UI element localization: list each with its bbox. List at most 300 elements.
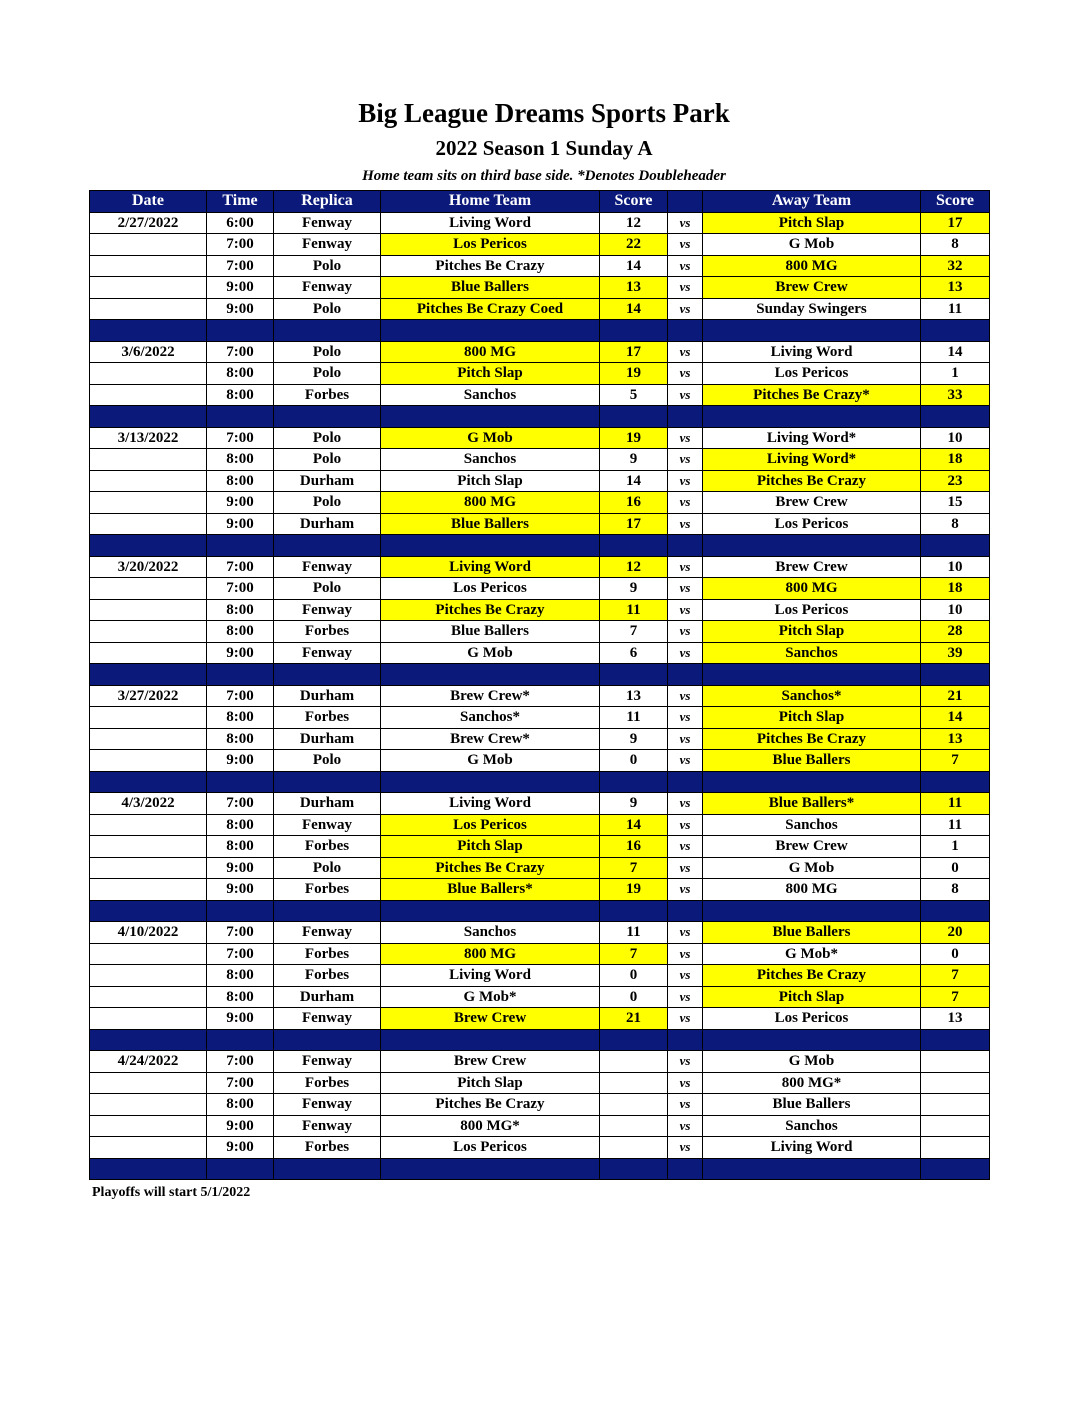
vs-cell: vs — [668, 922, 703, 944]
vs-cell: vs — [668, 449, 703, 471]
away-score-cell: 1 — [921, 363, 990, 385]
separator-cell — [207, 664, 274, 686]
time-cell: 8:00 — [207, 836, 274, 858]
away-team-cell: Pitches Be Crazy — [703, 470, 921, 492]
home-team-cell: Pitch Slap — [381, 470, 600, 492]
separator-cell — [207, 900, 274, 922]
home-team-cell: G Mob* — [381, 986, 600, 1008]
home-score-cell: 14 — [600, 470, 668, 492]
time-cell: 7:00 — [207, 922, 274, 944]
away-team-cell: Sanchos — [703, 814, 921, 836]
vs-cell: vs — [668, 1008, 703, 1030]
home-score-cell: 6 — [600, 642, 668, 664]
time-cell: 8:00 — [207, 599, 274, 621]
table-row — [90, 986, 990, 1008]
replica-cell: Forbes — [274, 707, 381, 729]
replica-cell: Polo — [274, 492, 381, 514]
away-team-cell: Brew Crew — [703, 556, 921, 578]
vs-cell: vs — [668, 986, 703, 1008]
replica-cell: Fenway — [274, 1008, 381, 1030]
away-score-cell: 7 — [921, 986, 990, 1008]
away-team-cell: Los Pericos — [703, 1008, 921, 1030]
home-score-cell: 17 — [600, 513, 668, 535]
time-cell: 8:00 — [207, 986, 274, 1008]
time-cell: 8:00 — [207, 363, 274, 385]
away-score-cell: 0 — [921, 943, 990, 965]
time-cell: 8:00 — [207, 707, 274, 729]
week-separator-row — [90, 1029, 990, 1051]
separator-cell — [668, 664, 703, 686]
table-row — [90, 449, 990, 471]
separator-cell — [207, 535, 274, 557]
home-score-cell: 14 — [600, 814, 668, 836]
header-date: Date — [90, 191, 207, 213]
separator-cell — [381, 900, 600, 922]
home-team-cell: 800 MG — [381, 492, 600, 514]
time-cell: 9:00 — [207, 1137, 274, 1159]
home-team-cell: Sanchos — [381, 922, 600, 944]
vs-cell: vs — [668, 879, 703, 901]
week-separator-row — [90, 771, 990, 793]
vs-cell: vs — [668, 363, 703, 385]
separator-cell — [668, 535, 703, 557]
replica-cell: Forbes — [274, 836, 381, 858]
home-score-cell: 14 — [600, 298, 668, 320]
week-separator-row — [90, 406, 990, 428]
away-team-cell: G Mob — [703, 1051, 921, 1073]
away-score-cell — [921, 1115, 990, 1137]
date-cell — [90, 642, 207, 664]
header-replica: Replica — [274, 191, 381, 213]
home-team-cell: Pitches Be Crazy Coed — [381, 298, 600, 320]
away-team-cell: Sanchos — [703, 642, 921, 664]
vs-cell: vs — [668, 857, 703, 879]
date-cell — [90, 621, 207, 643]
away-score-cell: 10 — [921, 556, 990, 578]
table-row — [90, 1072, 990, 1094]
home-team-cell: Los Pericos — [381, 1137, 600, 1159]
home-team-cell: Pitch Slap — [381, 836, 600, 858]
vs-cell: vs — [668, 793, 703, 815]
replica-cell: Fenway — [274, 642, 381, 664]
replica-cell: Fenway — [274, 1115, 381, 1137]
away-score-cell: 10 — [921, 427, 990, 449]
date-cell — [90, 298, 207, 320]
date-cell: 2/27/2022 — [90, 212, 207, 234]
separator-cell — [274, 664, 381, 686]
home-team-cell: Brew Crew* — [381, 685, 600, 707]
table-row — [90, 642, 990, 664]
time-cell: 6:00 — [207, 212, 274, 234]
time-cell: 8:00 — [207, 728, 274, 750]
away-team-cell: 800 MG — [703, 578, 921, 600]
date-cell: 3/13/2022 — [90, 427, 207, 449]
home-team-cell: Los Pericos — [381, 234, 600, 256]
home-team-cell: Los Pericos — [381, 578, 600, 600]
away-score-cell — [921, 1072, 990, 1094]
replica-cell: Fenway — [274, 277, 381, 299]
table-row — [90, 599, 990, 621]
replica-cell: Polo — [274, 750, 381, 772]
home-score-cell: 19 — [600, 427, 668, 449]
away-score-cell: 7 — [921, 965, 990, 987]
date-cell — [90, 986, 207, 1008]
separator-cell — [381, 535, 600, 557]
away-score-cell: 10 — [921, 599, 990, 621]
away-score-cell — [921, 1051, 990, 1073]
home-score-cell — [600, 1072, 668, 1094]
header-away-score: Score — [921, 191, 990, 213]
home-score-cell — [600, 1137, 668, 1159]
date-cell — [90, 857, 207, 879]
separator-cell — [703, 320, 921, 342]
away-team-cell: 800 MG — [703, 879, 921, 901]
home-team-cell: Pitches Be Crazy — [381, 599, 600, 621]
replica-cell: Fenway — [274, 556, 381, 578]
table-row — [90, 965, 990, 987]
playoffs-note: Playoffs will start 5/1/2022 — [92, 1185, 251, 1200]
separator-cell — [207, 406, 274, 428]
separator-cell — [90, 406, 207, 428]
separator-cell — [274, 1029, 381, 1051]
separator-cell — [600, 771, 668, 793]
separator-cell — [921, 535, 990, 557]
date-cell — [90, 965, 207, 987]
time-cell: 7:00 — [207, 685, 274, 707]
table-row — [90, 814, 990, 836]
home-team-cell: 800 MG — [381, 943, 600, 965]
away-team-cell: Pitches Be Crazy — [703, 965, 921, 987]
separator-cell — [90, 900, 207, 922]
replica-cell: Polo — [274, 363, 381, 385]
time-cell: 9:00 — [207, 1008, 274, 1030]
away-team-cell: Pitches Be Crazy* — [703, 384, 921, 406]
date-cell — [90, 943, 207, 965]
table-row — [90, 1137, 990, 1159]
header-vs — [668, 191, 703, 213]
home-team-cell: Brew Crew* — [381, 728, 600, 750]
time-cell: 8:00 — [207, 1094, 274, 1116]
separator-cell — [207, 1158, 274, 1180]
home-score-cell: 9 — [600, 728, 668, 750]
home-score-cell: 7 — [600, 857, 668, 879]
separator-cell — [381, 664, 600, 686]
away-team-cell: Los Pericos — [703, 363, 921, 385]
home-score-cell: 12 — [600, 556, 668, 578]
time-cell: 8:00 — [207, 449, 274, 471]
table-row — [90, 384, 990, 406]
away-team-cell: Blue Ballers — [703, 922, 921, 944]
home-score-cell: 11 — [600, 599, 668, 621]
away-score-cell: 8 — [921, 879, 990, 901]
away-score-cell: 18 — [921, 578, 990, 600]
separator-cell — [600, 900, 668, 922]
time-cell: 9:00 — [207, 492, 274, 514]
away-score-cell: 18 — [921, 449, 990, 471]
time-cell: 7:00 — [207, 1051, 274, 1073]
separator-cell — [703, 900, 921, 922]
table-row — [90, 1051, 990, 1073]
time-cell: 7:00 — [207, 793, 274, 815]
separator-cell — [90, 664, 207, 686]
table-row — [90, 1094, 990, 1116]
vs-cell: vs — [668, 341, 703, 363]
time-cell: 8:00 — [207, 965, 274, 987]
date-cell: 4/24/2022 — [90, 1051, 207, 1073]
home-team-cell: Sanchos — [381, 384, 600, 406]
home-team-cell: Sanchos* — [381, 707, 600, 729]
separator-cell — [703, 1158, 921, 1180]
date-cell — [90, 1137, 207, 1159]
home-team-cell: Brew Crew — [381, 1051, 600, 1073]
away-score-cell: 33 — [921, 384, 990, 406]
time-cell: 9:00 — [207, 513, 274, 535]
away-score-cell: 13 — [921, 1008, 990, 1030]
date-cell — [90, 1094, 207, 1116]
away-team-cell: Pitch Slap — [703, 986, 921, 1008]
date-cell: 3/20/2022 — [90, 556, 207, 578]
replica-cell: Polo — [274, 298, 381, 320]
away-team-cell: Living Word — [703, 341, 921, 363]
vs-cell: vs — [668, 599, 703, 621]
away-team-cell: 800 MG — [703, 255, 921, 277]
replica-cell: Forbes — [274, 879, 381, 901]
table-row — [90, 836, 990, 858]
vs-cell: vs — [668, 1115, 703, 1137]
separator-cell — [921, 1029, 990, 1051]
away-team-cell: Pitches Be Crazy — [703, 728, 921, 750]
separator-cell — [703, 771, 921, 793]
separator-cell — [600, 320, 668, 342]
home-score-cell: 19 — [600, 879, 668, 901]
home-score-cell — [600, 1115, 668, 1137]
separator-cell — [921, 320, 990, 342]
table-row — [90, 793, 990, 815]
table-row — [90, 341, 990, 363]
away-score-cell: 11 — [921, 298, 990, 320]
away-score-cell — [921, 1094, 990, 1116]
vs-cell: vs — [668, 836, 703, 858]
vs-cell: vs — [668, 255, 703, 277]
table-row — [90, 513, 990, 535]
away-score-cell: 11 — [921, 814, 990, 836]
home-score-cell: 9 — [600, 449, 668, 471]
away-team-cell: Pitch Slap — [703, 707, 921, 729]
home-score-cell: 0 — [600, 750, 668, 772]
date-cell — [90, 513, 207, 535]
replica-cell: Durham — [274, 986, 381, 1008]
home-team-cell: Living Word — [381, 212, 600, 234]
time-cell: 9:00 — [207, 857, 274, 879]
away-score-cell: 13 — [921, 728, 990, 750]
week-separator-row — [90, 320, 990, 342]
home-team-cell: Blue Ballers* — [381, 879, 600, 901]
away-team-cell: Brew Crew — [703, 492, 921, 514]
table-row — [90, 1008, 990, 1030]
time-cell: 9:00 — [207, 750, 274, 772]
away-score-cell: 23 — [921, 470, 990, 492]
separator-cell — [668, 406, 703, 428]
home-score-cell: 0 — [600, 986, 668, 1008]
replica-cell: Polo — [274, 427, 381, 449]
page-subtitle: 2022 Season 1 Sunday A — [435, 136, 653, 160]
away-team-cell: Brew Crew — [703, 277, 921, 299]
time-cell: 7:00 — [207, 427, 274, 449]
home-team-cell: Living Word — [381, 965, 600, 987]
home-score-cell: 16 — [600, 836, 668, 858]
date-cell: 4/10/2022 — [90, 922, 207, 944]
date-cell — [90, 1008, 207, 1030]
table-row — [90, 857, 990, 879]
schedule-table — [89, 190, 990, 1180]
away-score-cell: 20 — [921, 922, 990, 944]
date-cell — [90, 363, 207, 385]
separator-cell — [921, 406, 990, 428]
home-team-cell: Pitches Be Crazy — [381, 1094, 600, 1116]
vs-cell: vs — [668, 943, 703, 965]
replica-cell: Forbes — [274, 965, 381, 987]
replica-cell: Polo — [274, 341, 381, 363]
away-score-cell: 28 — [921, 621, 990, 643]
table-row — [90, 255, 990, 277]
separator-cell — [600, 1158, 668, 1180]
replica-cell: Fenway — [274, 922, 381, 944]
home-score-cell: 12 — [600, 212, 668, 234]
separator-cell — [703, 535, 921, 557]
replica-cell: Forbes — [274, 384, 381, 406]
home-team-cell: Pitches Be Crazy — [381, 857, 600, 879]
date-cell — [90, 599, 207, 621]
home-score-cell: 9 — [600, 578, 668, 600]
table-row — [90, 277, 990, 299]
replica-cell: Fenway — [274, 234, 381, 256]
week-separator-row — [90, 535, 990, 557]
vs-cell: vs — [668, 578, 703, 600]
time-cell: 9:00 — [207, 277, 274, 299]
date-cell — [90, 492, 207, 514]
home-team-cell: Blue Ballers — [381, 277, 600, 299]
home-score-cell: 7 — [600, 621, 668, 643]
separator-cell — [600, 406, 668, 428]
home-score-cell: 13 — [600, 685, 668, 707]
away-team-cell: Los Pericos — [703, 599, 921, 621]
replica-cell: Fenway — [274, 212, 381, 234]
separator-cell — [274, 535, 381, 557]
separator-cell — [381, 320, 600, 342]
away-score-cell: 17 — [921, 212, 990, 234]
vs-cell: vs — [668, 234, 703, 256]
separator-cell — [381, 1158, 600, 1180]
home-team-cell: 800 MG — [381, 341, 600, 363]
home-team-cell: G Mob — [381, 427, 600, 449]
schedule-body — [90, 212, 990, 1180]
header-time: Time — [207, 191, 274, 213]
date-cell: 4/3/2022 — [90, 793, 207, 815]
table-row — [90, 621, 990, 643]
home-score-cell: 14 — [600, 255, 668, 277]
replica-cell: Durham — [274, 513, 381, 535]
away-score-cell: 39 — [921, 642, 990, 664]
replica-cell: Fenway — [274, 1094, 381, 1116]
away-team-cell: Blue Ballers — [703, 750, 921, 772]
vs-cell: vs — [668, 492, 703, 514]
vs-cell: vs — [668, 621, 703, 643]
separator-cell — [600, 664, 668, 686]
separator-cell — [921, 664, 990, 686]
replica-cell: Polo — [274, 449, 381, 471]
home-score-cell — [600, 1094, 668, 1116]
away-team-cell: Brew Crew — [703, 836, 921, 858]
away-score-cell: 32 — [921, 255, 990, 277]
vs-cell: vs — [668, 707, 703, 729]
separator-cell — [90, 1158, 207, 1180]
replica-cell: Durham — [274, 685, 381, 707]
vs-cell: vs — [668, 1094, 703, 1116]
vs-cell: vs — [668, 1137, 703, 1159]
home-team-cell: 800 MG* — [381, 1115, 600, 1137]
home-team-cell: G Mob — [381, 642, 600, 664]
date-cell — [90, 728, 207, 750]
away-score-cell: 7 — [921, 750, 990, 772]
replica-cell: Fenway — [274, 599, 381, 621]
separator-cell — [668, 771, 703, 793]
table-row — [90, 1115, 990, 1137]
time-cell: 9:00 — [207, 879, 274, 901]
time-cell: 7:00 — [207, 578, 274, 600]
separator-cell — [207, 771, 274, 793]
replica-cell: Forbes — [274, 621, 381, 643]
date-cell — [90, 879, 207, 901]
away-team-cell: Pitch Slap — [703, 212, 921, 234]
separator-cell — [668, 320, 703, 342]
away-score-cell: 1 — [921, 836, 990, 858]
home-score-cell: 5 — [600, 384, 668, 406]
home-team-cell: Living Word — [381, 556, 600, 578]
away-team-cell: G Mob — [703, 234, 921, 256]
away-team-cell: Los Pericos — [703, 513, 921, 535]
away-score-cell: 13 — [921, 277, 990, 299]
time-cell: 8:00 — [207, 814, 274, 836]
home-team-cell: Living Word — [381, 793, 600, 815]
date-cell — [90, 234, 207, 256]
separator-cell — [600, 1029, 668, 1051]
table-row — [90, 728, 990, 750]
home-score-cell: 21 — [600, 1008, 668, 1030]
vs-cell: vs — [668, 750, 703, 772]
separator-cell — [600, 535, 668, 557]
replica-cell: Polo — [274, 578, 381, 600]
home-team-cell: Brew Crew — [381, 1008, 600, 1030]
separator-cell — [274, 1158, 381, 1180]
separator-cell — [274, 406, 381, 428]
time-cell: 8:00 — [207, 470, 274, 492]
replica-cell: Durham — [274, 728, 381, 750]
separator-cell — [274, 771, 381, 793]
home-score-cell: 0 — [600, 965, 668, 987]
table-row — [90, 879, 990, 901]
vs-cell: vs — [668, 1051, 703, 1073]
away-score-cell: 15 — [921, 492, 990, 514]
home-team-cell: Blue Ballers — [381, 621, 600, 643]
separator-cell — [90, 771, 207, 793]
away-team-cell: Sanchos* — [703, 685, 921, 707]
date-cell — [90, 1115, 207, 1137]
replica-cell: Fenway — [274, 814, 381, 836]
away-score-cell — [921, 1137, 990, 1159]
home-team-cell: Blue Ballers — [381, 513, 600, 535]
vs-cell: vs — [668, 814, 703, 836]
away-score-cell: 8 — [921, 234, 990, 256]
